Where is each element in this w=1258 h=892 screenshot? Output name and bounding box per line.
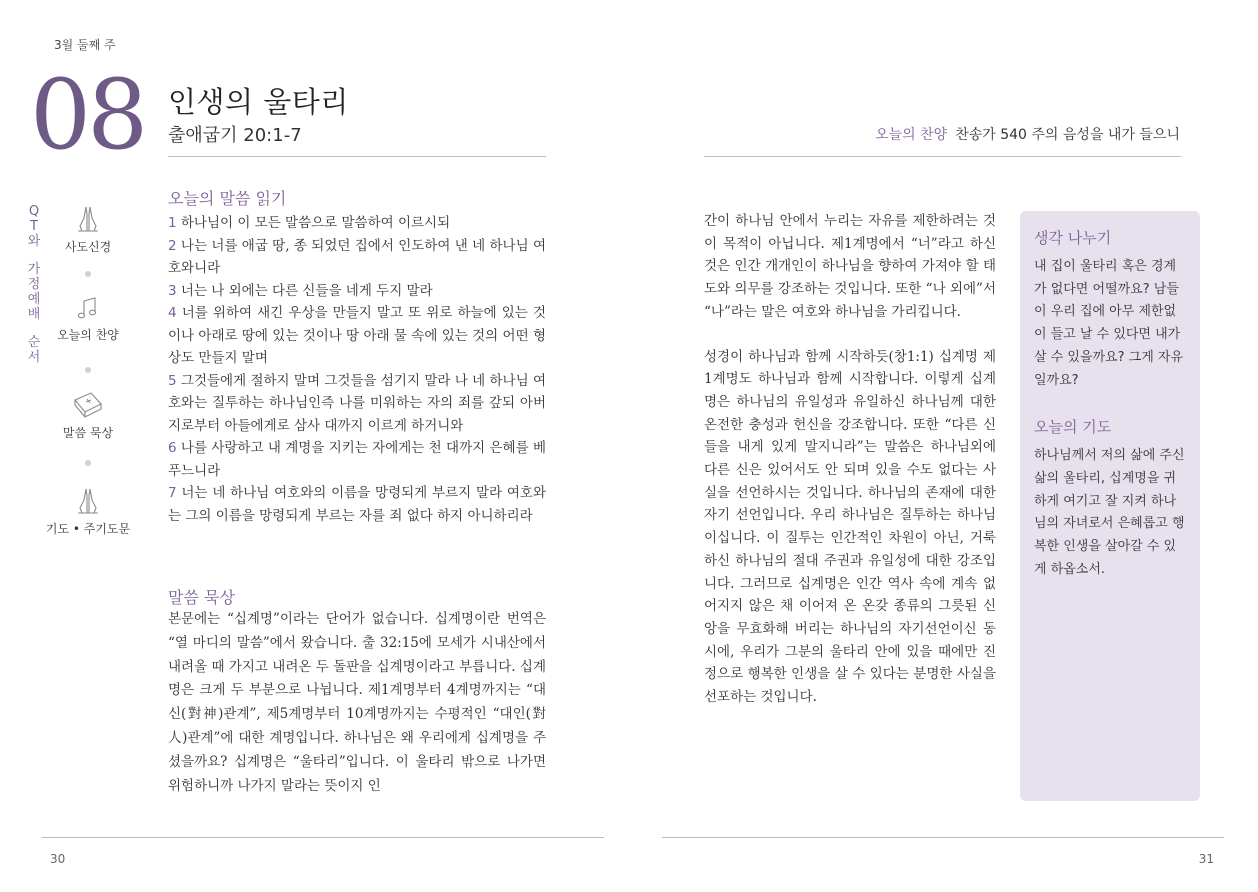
vertical-char: 예: [27, 292, 41, 307]
verse-text: 나는 너를 애굽 땅, 종 되었던 집에서 인도하여 낸 네 하나님 여호와니라: [168, 237, 546, 276]
verse: [168, 280, 546, 303]
verse: [168, 302, 546, 370]
verse: [168, 437, 546, 482]
music-note-icon: [73, 296, 103, 322]
verse: [168, 482, 546, 527]
reading-heading: 오늘의 말씀 읽기: [168, 189, 287, 208]
verse-number: 3: [168, 282, 177, 299]
hymn-text: 찬송가 540 주의 음성을 내가 들으니: [955, 127, 1180, 143]
prayer-text: 하나님께서 저의 삶에 주신 삶의 울타리, 십계명을 귀하게 여기고 잘 지켜 하나님의 자녀로서 은혜롭고 행복한 인생을 살아갈 수 있게 하옵소서.: [1034, 448, 1185, 577]
verse-number: 6: [168, 440, 177, 456]
verse-text: 너는 네 하나님 여호와의 이름을 망령되게 부르지 말라 여호와는 그의 이름을 망령되게 부르는 자를 죄 없다 하지 아니하리라: [168, 485, 546, 524]
sidebar-dot: [85, 367, 91, 373]
praying-hands-icon: [73, 486, 103, 516]
vertical-char: 와: [27, 234, 41, 249]
verse-number: 4: [168, 305, 177, 321]
vertical-char: 서: [27, 350, 41, 365]
header-rule-right: [704, 156, 1181, 157]
header-rule-left: [168, 156, 546, 157]
vertical-char: Q: [28, 204, 40, 219]
sidebar-item-label: 기도 • 주기도문: [45, 522, 131, 536]
page-number-left: 30: [50, 852, 66, 866]
scripture-text: [168, 212, 546, 527]
verse-number: 7: [168, 485, 177, 501]
lesson-number: 08: [30, 59, 145, 171]
sidebar-item-hymn: [38, 296, 138, 343]
verse-number: 2: [168, 237, 177, 254]
reflection-box: [1020, 211, 1200, 801]
sidebar-dot: [85, 460, 91, 466]
week-label: 3월 둘째 주: [54, 38, 116, 52]
verse: [168, 212, 546, 235]
verse-text: 너를 위하여 새긴 우상을 만들지 말고 또 위로 하늘에 있는 것이나 아래로 땅에 있는 것이나 땅 아래 물 속에 있는 것의 어떤 형상도 만들지 말며: [168, 305, 546, 366]
footer-rule-right: [662, 837, 1224, 838]
page-number-right: 31: [1198, 852, 1214, 866]
paragraph: 간이 하나님 안에서 누리는 자유를 제한하려는 것이 목적이 아닙니다. 제1계명에서 “너”라고 하신 것은 인간 개개인이 하나님을 향하여 가져야 할 태도와 의무를 강조하는 것입니다. 또한 “나 외에”서 “나”라는 말은 여호와 하나님을 가리킵니다.: [704, 213, 996, 320]
verse-number: 1: [168, 215, 177, 231]
vertical-char: 배: [27, 307, 41, 322]
meditation-continued: [704, 210, 996, 731]
scripture-reference: 출애굽기 20:1-7: [168, 125, 302, 146]
hymn-label: 오늘의 찬양: [875, 127, 948, 143]
sidebar-item-meditation: [38, 390, 138, 441]
vertical-char: 순: [27, 335, 41, 350]
sidebar-item-label: 말씀 묵상: [62, 426, 114, 440]
sidebar-item-label: 오늘의 찬양: [57, 328, 119, 342]
verse: [168, 370, 546, 438]
verse-text: 너는 나 외에는 다른 신들을 네게 두지 말라: [176, 282, 433, 299]
prayer-heading: 오늘의 기도: [1034, 418, 1112, 437]
vertical-char: 가: [27, 262, 41, 277]
share-heading: 생각 나누기: [1034, 229, 1112, 247]
verse-text: 그것들에게 절하지 말며 그것들을 섬기지 말라 나 네 하나님 여호와는 질투하는 하나님인즉 나를 미워하는 자의 죄를 갚되 아버지로부터 아들에게로 삼사 대까지 이르게 하거니와: [168, 372, 546, 434]
hymn-line: [875, 124, 1180, 144]
verse-text: 하나님이 이 모든 말씀으로 말씀하여 이르시되: [176, 215, 451, 231]
footer-rule-left: [42, 837, 604, 838]
sidebar-item-label: 사도신경: [64, 240, 112, 254]
verse-text: 나를 사랑하고 내 계명을 지키는 자에게는 천 대까지 은혜를 베푸느니라: [168, 440, 546, 479]
vertical-char: 정: [27, 277, 41, 292]
vertical-char: T: [30, 219, 38, 234]
share-text: 내 집이 울타리 혹은 경계가 없다면 어떨까요? 남들이 우리 집에 아무 제한없이 들고 날 수 있다면 내가 살 수 있을까요? 그게 자유일까요?: [1034, 259, 1184, 388]
sidebar-dot: [85, 271, 91, 277]
meditation-text: 본문에는 “십계명”이라는 단어가 없습니다. 십계명이란 번역은 “열 마디의 말씀”에서 왔습니다. 출 32:15에 모세가 시내산에서 내려올 때 가지고 내려온 두 돌판을 십계명이라고 부릅니다. 십계명은 크게 두 부분으로 나뉩니다. 제1계명부터 4계명까지는 “대신(對神)관계”, 제5계명부터 10계명까지는 수평적인 “대인(對人)관계”에 대한 계명입니다. 하나님은 왜 우리에게 십계명을 주셨을까요? 십계명은 “울타리”입니다. 이 울타리 밖으로 나가면 위험하니까 나가지 말라는 뜻이지 인: [168, 611, 546, 794]
verse: [168, 235, 546, 280]
bible-icon: [71, 390, 105, 420]
paragraph: 성경이 하나님과 함께 시작하듯(창1:1) 십계명 제1계명도 하나님과 함께 시작합니다. 이렇게 십계명은 하나님의 유일성과 유일하신 하나님께 대한 온전한 충성과 헌신을 강조합니다. 또한 “다른 신들을 내게 있게 말지니라”는 말씀은 하나님외에 다른 신은 있어서도 안 되며 있을 수도 없다는 사실을 선언하시는 것입니다. 하나님의 존재에 대한 자기 선언입니다. 우리 하나님은 질투하는 하나님이십니다. 이 질투는 인간적인 차원이 아닌, 거룩하신 하나님의 절대 주권과 유일성에 대한 강조입니다. 그러므로 십계명은 인간 역사 속에 계속 없어지지 않은 채 이어져 온 온갖 종류의 그릇된 신앙을 무효화해 버리는 하나님의 자기선언이신 동시에, 우리가 그분의 울타리 안에 있을 때에만 진정으로 행복한 인생을 살 수 있다는 분명한 사실을 선포하는 것입니다.: [704, 348, 996, 706]
sidebar-item-creed: [38, 204, 138, 255]
praying-hands-icon: [73, 204, 103, 234]
page-title: 인생의 울타리: [168, 85, 349, 119]
verse-number: 5: [168, 372, 177, 389]
meditation-heading: 말씀 묵상: [168, 588, 235, 607]
sidebar-item-prayer: [38, 486, 138, 537]
